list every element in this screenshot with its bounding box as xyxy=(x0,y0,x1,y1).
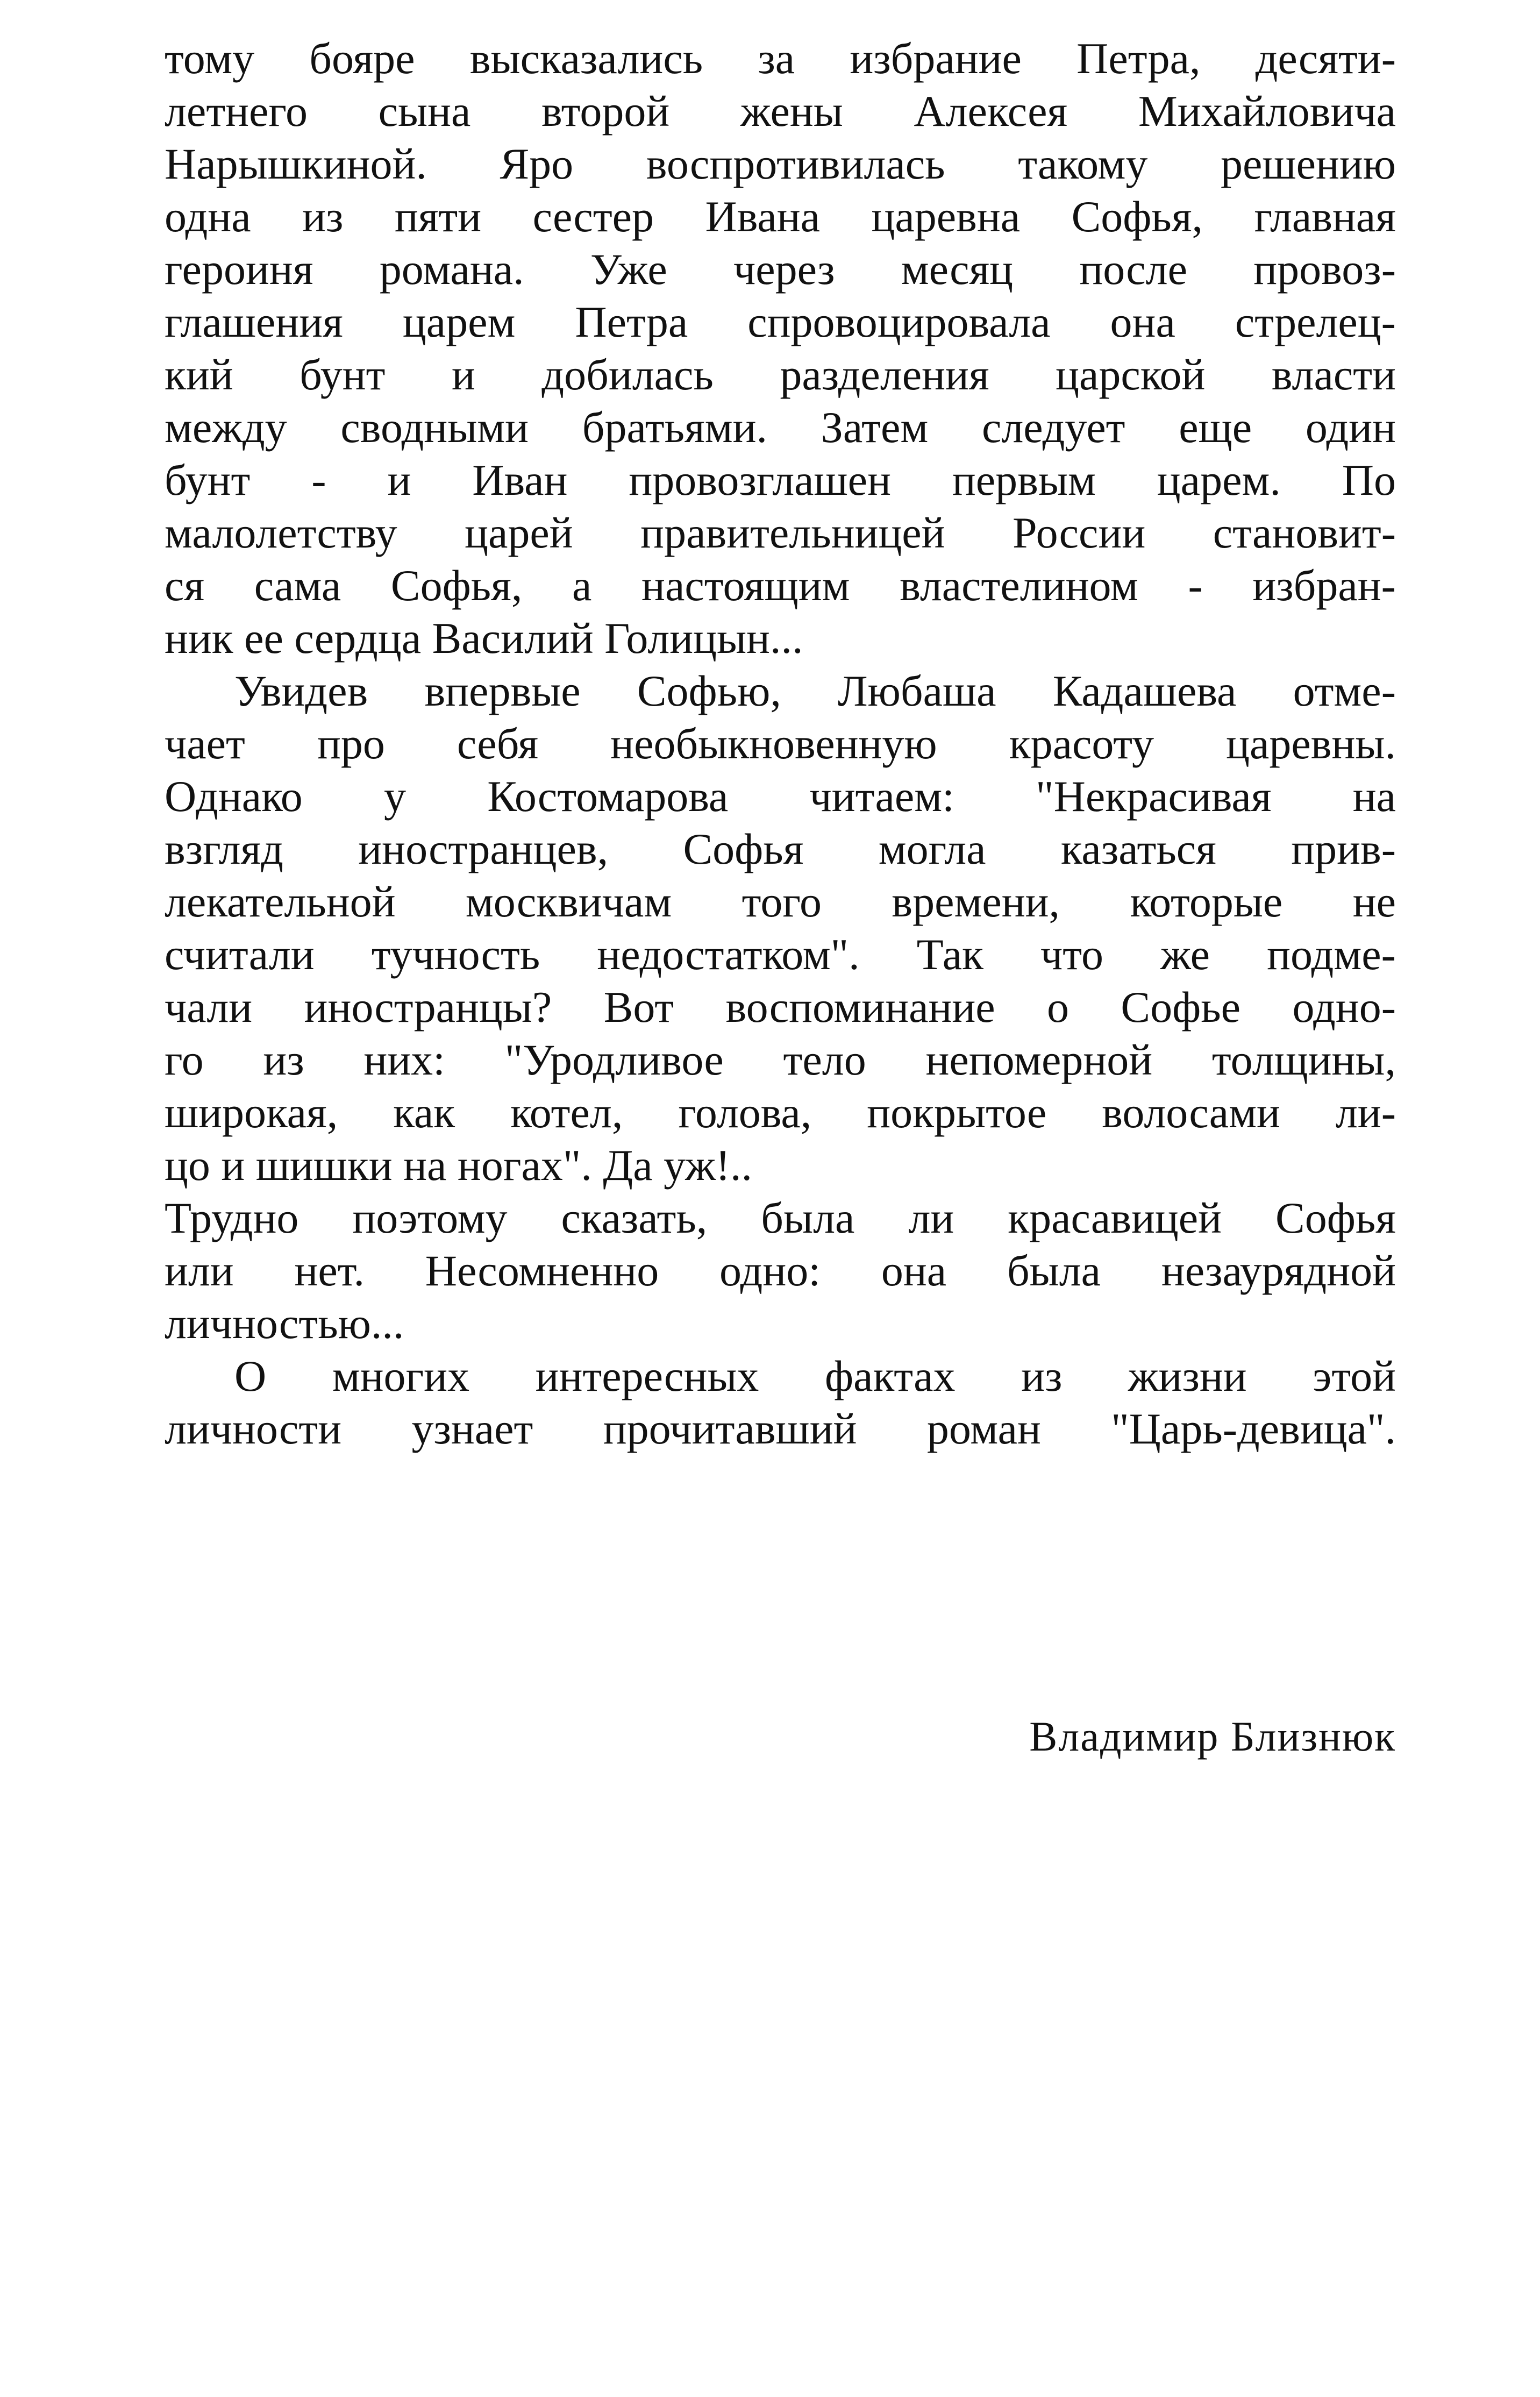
text-line: малолетству царей правительницей России становит- xyxy=(165,508,1396,557)
text-line: между сводными братьями. Затем следует еще один xyxy=(165,403,1396,452)
text-line: лекательной москвичам того времени, которые не xyxy=(165,877,1396,926)
text-line: героиня романа. Уже через месяц после провоз- xyxy=(165,245,1396,294)
text-line: ся сама Софья, а настоящим властелином - избран- xyxy=(165,561,1396,610)
text-line: личности узнает прочитавший роман "Царь-девица". xyxy=(165,1404,1396,1453)
text-line: взгляд иностранцев, Софья могла казаться прив- xyxy=(165,824,1396,873)
text-line: личностью... xyxy=(165,1299,404,1348)
text-line: Трудно поэтому сказать, была ли красавицей Софья xyxy=(165,1193,1396,1242)
body-text xyxy=(165,32,1396,1455)
author-signature: Владимир Близнюк xyxy=(1029,1713,1396,1760)
paragraph-2 xyxy=(165,665,1396,1192)
text-line: или нет. Несомненно одно: она была незаурядной xyxy=(165,1246,1396,1295)
text-line: чает про себя необыкновенную красоту царевны. xyxy=(165,719,1396,768)
text-line: Нарышкиной. Яро воспротивилась такому решению xyxy=(165,139,1396,188)
text-line: чали иностранцы? Вот воспоминание о Софье одно- xyxy=(165,983,1396,1032)
text-line: бунт - и Иван провозглашен первым царем. По xyxy=(165,456,1396,504)
text-line: одна из пяти сестер Ивана царевна Софья, главная xyxy=(165,192,1396,241)
text-line: Увидев впервые Софью, Любаша Кадашева отме- xyxy=(234,666,1396,715)
text-line: ник ее сердца Василий Голицын... xyxy=(165,614,803,663)
paragraph-4 xyxy=(165,1350,1396,1455)
text-line: кий бунт и добилась разделения царской власти xyxy=(165,350,1396,399)
text-line: Однако у Костомарова читаем: "Некрасивая на xyxy=(165,772,1396,821)
text-line: го из них: "Уродливое тело непомерной толщины, xyxy=(165,1035,1396,1084)
paragraph-1 xyxy=(165,32,1396,665)
text-line: летнего сына второй жены Алексея Михайловича xyxy=(165,87,1396,136)
text-line: тому бояре высказались за избрание Петра, десяти- xyxy=(165,34,1396,83)
text-line: цо и шишки на ногах". Да уж!.. xyxy=(165,1141,753,1190)
text-line: считали тучность недостатком". Так что же подме- xyxy=(165,930,1396,979)
text-line: глашения царем Петра спровоцировала она стрелец- xyxy=(165,297,1396,346)
text-line: О многих интересных фактах из жизни этой xyxy=(234,1352,1396,1400)
paragraph-3 xyxy=(165,1192,1396,1350)
text-line: широкая, как котел, голова, покрытое волосами ли- xyxy=(165,1088,1396,1137)
